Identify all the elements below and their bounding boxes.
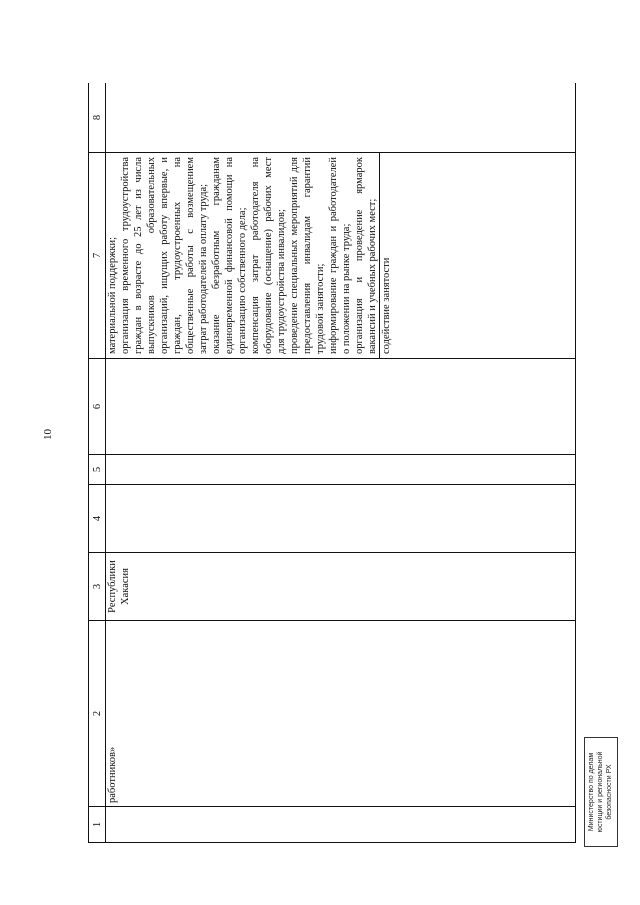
cell-col7 <box>106 153 576 359</box>
column-number-7: 7 <box>89 153 106 359</box>
measure-item: организация и проведение ярмарок вакансий и учебных рабочих мест; <box>354 157 378 354</box>
measures-table-rotated <box>88 83 576 843</box>
cell-col2: работников» <box>106 621 576 807</box>
cell-col3: Республики Хакасия <box>106 553 576 621</box>
column-number-4: 4 <box>89 485 106 553</box>
measure-item: материальной поддержки; <box>107 236 118 354</box>
column-number-1: 1 <box>89 807 106 843</box>
page-number: 10 <box>42 429 54 440</box>
column-number-3: 3 <box>89 553 106 621</box>
stamp-line: безопасности РХ <box>606 764 613 820</box>
measure-item: информирование граждан и работодателей о положении на рынке труда; <box>328 157 352 354</box>
ministry-stamp <box>584 737 618 847</box>
measure-item: проведение специальных мероприятий для предоставления инвалидам гарантий трудовой занятости; <box>289 157 326 354</box>
measure-item-last: содействие занятости <box>379 153 393 358</box>
cell-col5 <box>106 455 576 485</box>
measures-table <box>88 83 576 843</box>
column-number-6: 6 <box>89 359 106 455</box>
measures-table-wrapper <box>88 83 576 843</box>
column-number-row <box>89 83 106 843</box>
stamp-line: юстиции и региональной <box>597 751 604 833</box>
cell-col4 <box>106 485 576 553</box>
column-number-8: 8 <box>89 83 106 153</box>
measure-item: организация временного трудоустройства граждан в возрасте до 25 лет из числа выпускников образовательных организаций, ищущих работу впервые, и граждан, трудоустроенных на общественные работы с возмещением затрат работодателей на оплату труда; <box>120 157 209 354</box>
cell-col8 <box>106 83 576 153</box>
measure-item: компенсация затрат работодателя на оборудование (оснащение) рабочих мест для трудоустройства инвалидов; <box>250 157 287 354</box>
column-number-5: 5 <box>89 455 106 485</box>
ministry-stamp-text <box>584 737 618 847</box>
cell-col1 <box>106 807 576 843</box>
column-number-2: 2 <box>89 621 106 807</box>
stamp-line: Министерство по делам <box>588 752 595 832</box>
table-row <box>106 83 576 843</box>
measure-item: оказание безработным гражданам единовременной финансовой помощи на организацию собственного дела; <box>211 157 248 354</box>
cell-col6 <box>106 359 576 455</box>
